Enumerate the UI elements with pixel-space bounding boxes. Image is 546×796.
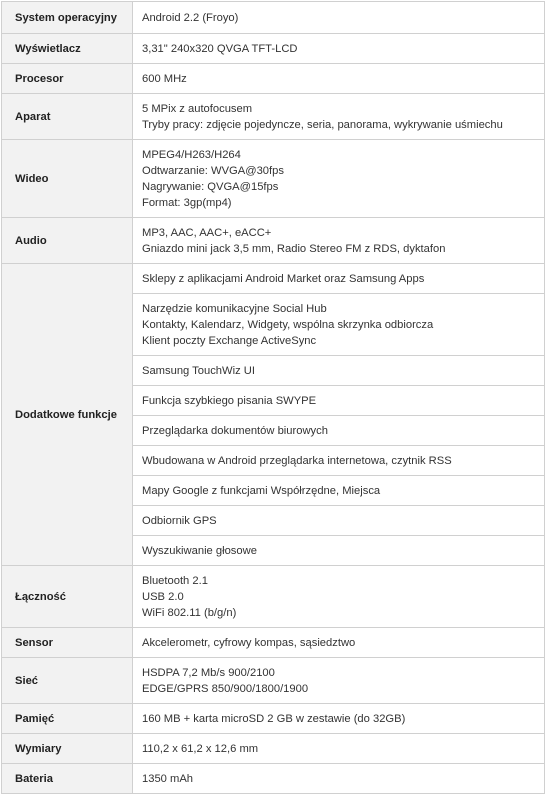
value-extra-5 <box>133 416 545 446</box>
value-extra-1 <box>133 264 545 294</box>
value-display <box>133 34 545 64</box>
value-line: MP3, AAC, AAC+, eACC+ <box>142 226 272 239</box>
row-system <box>2 2 545 34</box>
row-dimensions <box>2 734 545 764</box>
value-line: 1350 mAh <box>142 772 193 785</box>
label-dimensions: Wymiary <box>2 734 133 764</box>
value-extra-4 <box>133 386 545 416</box>
label-display: Wyświetlacz <box>2 34 133 64</box>
value-extra-6 <box>133 446 545 476</box>
label-camera: Aparat <box>2 94 133 140</box>
value-line: Klient poczty Exchange ActiveSync <box>142 334 317 347</box>
row-memory <box>2 704 545 734</box>
value-camera <box>133 94 545 140</box>
value-extra-7 <box>133 476 545 506</box>
value-connectivity <box>133 566 545 628</box>
value-line: USB 2.0 <box>142 590 184 603</box>
value-line: Akcelerometr, cyfrowy kompas, sąsiedztwo <box>142 636 356 649</box>
value-sensor <box>133 628 545 658</box>
value-line: Przeglądarka dokumentów biurowych <box>142 424 328 437</box>
label-connectivity: Łączność <box>2 566 133 628</box>
spec-table <box>1 1 545 794</box>
value-memory <box>133 704 545 734</box>
value-line: Kontakty, Kalendarz, Widgety, wspólna skrzynka odbiorcza <box>142 318 434 331</box>
value-line: HSDPA 7,2 Mb/s 900/2100 <box>142 666 275 679</box>
row-connectivity <box>2 566 545 628</box>
value-video <box>133 140 545 218</box>
value-line: Mapy Google z funkcjami Współrzędne, Miejsca <box>142 484 381 497</box>
value-line: Tryby pracy: zdjęcie pojedyncze, seria, panorama, wykrywanie uśmiechu <box>142 118 503 131</box>
row-sensor <box>2 628 545 658</box>
value-line: Odbiornik GPS <box>142 514 217 527</box>
value-line: 3,31" 240x320 QVGA TFT-LCD <box>142 42 298 55</box>
value-line: 5 MPix z autofocusem <box>142 102 253 115</box>
value-line: Wbudowana w Android przeglądarka internetowa, czytnik RSS <box>142 454 452 467</box>
value-network <box>133 658 545 704</box>
label-video: Wideo <box>2 140 133 218</box>
value-audio <box>133 218 545 264</box>
row-extra-1 <box>2 264 545 294</box>
value-line: Samsung TouchWiz UI <box>142 364 255 377</box>
label-extra-features: Dodatkowe funkcje <box>2 264 133 566</box>
value-line: 110,2 x 61,2 x 12,6 mm <box>142 742 259 755</box>
value-extra-8 <box>133 506 545 536</box>
value-extra-9 <box>133 536 545 566</box>
row-processor <box>2 64 545 94</box>
value-line: WiFi 802.11 (b/g/n) <box>142 606 237 619</box>
row-video <box>2 140 545 218</box>
value-battery <box>133 764 545 794</box>
label-audio: Audio <box>2 218 133 264</box>
label-system: System operacyjny <box>2 2 133 34</box>
row-display <box>2 34 545 64</box>
value-line: Funkcja szybkiego pisania SWYPE <box>142 394 317 407</box>
value-line: 600 MHz <box>142 72 187 85</box>
row-audio <box>2 218 545 264</box>
value-line: Gniazdo mini jack 3,5 mm, Radio Stereo FM z RDS, dyktafon <box>142 242 446 255</box>
value-line: Narzędzie komunikacyjne Social Hub <box>142 302 327 315</box>
row-battery <box>2 764 545 794</box>
value-line: Nagrywanie: QVGA@15fps <box>142 180 279 193</box>
row-camera <box>2 94 545 140</box>
value-extra-3 <box>133 356 545 386</box>
row-network <box>2 658 545 704</box>
label-network: Sieć <box>2 658 133 704</box>
value-line: MPEG4/H263/H264 <box>142 148 241 161</box>
value-system <box>133 2 545 34</box>
value-processor <box>133 64 545 94</box>
label-battery: Bateria <box>2 764 133 794</box>
label-processor: Procesor <box>2 64 133 94</box>
value-dimensions <box>133 734 545 764</box>
value-line: Sklepy z aplikacjami Android Market oraz Samsung Apps <box>142 272 425 285</box>
label-sensor: Sensor <box>2 628 133 658</box>
value-line: EDGE/GPRS 850/900/1800/1900 <box>142 682 309 695</box>
value-line: Bluetooth 2.1 <box>142 574 208 587</box>
value-line: Odtwarzanie: WVGA@30fps <box>142 164 284 177</box>
value-line: Wyszukiwanie głosowe <box>142 544 257 557</box>
value-line: 160 MB + karta microSD 2 GB w zestawie (do 32GB) <box>142 712 406 725</box>
label-memory: Pamięć <box>2 704 133 734</box>
value-line: Format: 3gp(mp4) <box>142 196 232 209</box>
value-extra-2 <box>133 294 545 356</box>
value-line: Android 2.2 (Froyo) <box>142 11 239 24</box>
